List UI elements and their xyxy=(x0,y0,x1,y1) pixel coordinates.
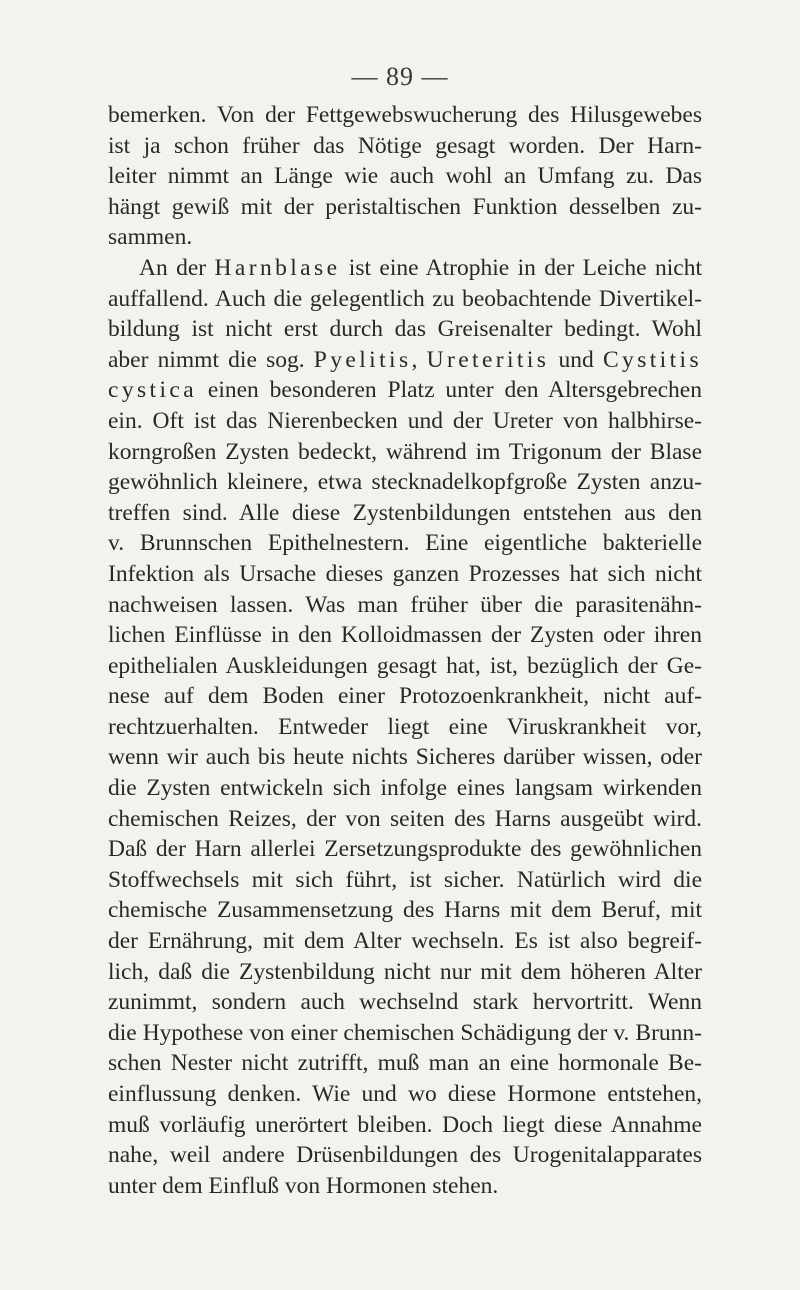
spaced-term: Harnblase xyxy=(214,254,341,281)
text-line: zunimmt, sondern auch wechselnd stark hervortritt. Wenn xyxy=(108,989,702,1016)
text-line: ein. Oft ist das Nierenbecken und der Ureter von halbhirse- xyxy=(108,407,702,434)
body-text xyxy=(108,100,702,1201)
text-line xyxy=(108,345,702,376)
text-run: einen besonderen Platz unter den Altersgebrechen xyxy=(197,377,702,404)
spaced-term: Pyelitis xyxy=(313,346,412,373)
text-line: epithelialen Auskleidungen gesagt hat, ist, bezüglich der Ge- xyxy=(108,652,702,679)
text-line: chemischen Reizes, der von seiten des Harns ausgeübt wird. xyxy=(108,805,702,832)
text-line: Daß der Harn allerlei Zersetzungsprodukte des gewöhnlichen xyxy=(108,836,702,863)
text-line: hängt gewiß mit der peristaltischen Funktion desselben zu- xyxy=(108,193,702,220)
text-line: nachweisen lassen. Was man früher über die parasitenähn- xyxy=(108,591,702,618)
text-line: nahe, weil andere Drüsenbildungen des Urogenitalapparates xyxy=(108,1142,702,1169)
page-number: — 89 — xyxy=(351,62,449,91)
text-line: v. Brunnschen Epithelnestern. Eine eigentliche bakterielle xyxy=(108,530,702,557)
text-line: rechtzuerhalten. Entweder liegt eine Viruskrankheit vor, xyxy=(108,713,702,740)
text-line: unter dem Einfluß von Hormonen stehen. xyxy=(108,1172,499,1199)
text-line xyxy=(108,375,702,406)
text-line: nese auf dem Boden einer Protozoenkrankheit, nicht auf- xyxy=(108,683,702,710)
text-line: schen Nester nicht zutrifft, muß man an eine hormonale Be- xyxy=(108,1050,702,1077)
text-line: einflussung denken. Wie und wo diese Hormone entstehen, xyxy=(108,1081,702,1107)
text-line: lich, daß die Zystenbildung nicht nur mit dem höheren Alter xyxy=(108,958,702,985)
text-line: lichen Einflüsse in den Kolloidmassen der Zysten oder ihren xyxy=(108,622,702,649)
text-run: aber nimmt die sog. xyxy=(108,346,314,373)
text-line: ist ja schon früher das Nötige gesagt worden. Der Harn- xyxy=(108,132,702,159)
text-run: , xyxy=(411,346,427,373)
text-run: An der xyxy=(139,254,215,281)
spaced-term: Ureteritis xyxy=(426,346,550,373)
text-line: treffen sind. Alle diese Zystenbildungen entstehen aus den xyxy=(108,499,702,526)
text-run: ist eine Atrophie in der Leiche nicht xyxy=(340,254,702,281)
spaced-term: cystica xyxy=(108,377,198,404)
text-line: korngroßen Zysten bedeckt, während im Trigonum der Blase xyxy=(108,438,702,465)
text-line: leiter nimmt an Länge wie auch wohl an Umfang zu. Das xyxy=(108,163,702,190)
spaced-term: Cystitis xyxy=(602,346,703,373)
text-line: chemische Zusammensetzung des Harns mit dem Beruf, mit xyxy=(108,897,702,924)
text-line: Infektion als Ursache dieses ganzen Prozesses hat sich nicht xyxy=(108,560,702,587)
text-line xyxy=(108,253,702,284)
text-line: die Zysten entwickeln sich infolge eines langsam wirkenden xyxy=(108,775,702,802)
text-line: Stoffwechsels mit sich führt, ist sicher. Natürlich wird die xyxy=(108,866,702,893)
text-line: der Ernährung, mit dem Alter wechseln. Es ist also begreif- xyxy=(108,928,702,955)
text-line: bildung ist nicht erst durch das Greisenalter bedingt. Wohl xyxy=(108,316,702,343)
text-line: auffallend. Auch die gelegentlich zu beobachtende Divertikel- xyxy=(108,285,702,312)
text-run: und xyxy=(549,346,603,373)
text-line: die Hypothese von einer chemischen Schädigung der v. Brunn- xyxy=(108,1019,702,1046)
text-line: bemerken. Von der Fettgewebswucherung des Hilusgewebes xyxy=(108,102,702,128)
text-line: wenn wir auch bis heute nichts Sicheres darüber wissen, oder xyxy=(108,744,702,771)
text-line: gewöhnlich kleinere, etwa stecknadelkopfgroße Zysten anzu- xyxy=(108,469,702,496)
text-line: muß vorläufig unerörtert bleiben. Doch liegt diese Annahme xyxy=(108,1111,702,1138)
text-line: sammen. xyxy=(108,224,193,251)
